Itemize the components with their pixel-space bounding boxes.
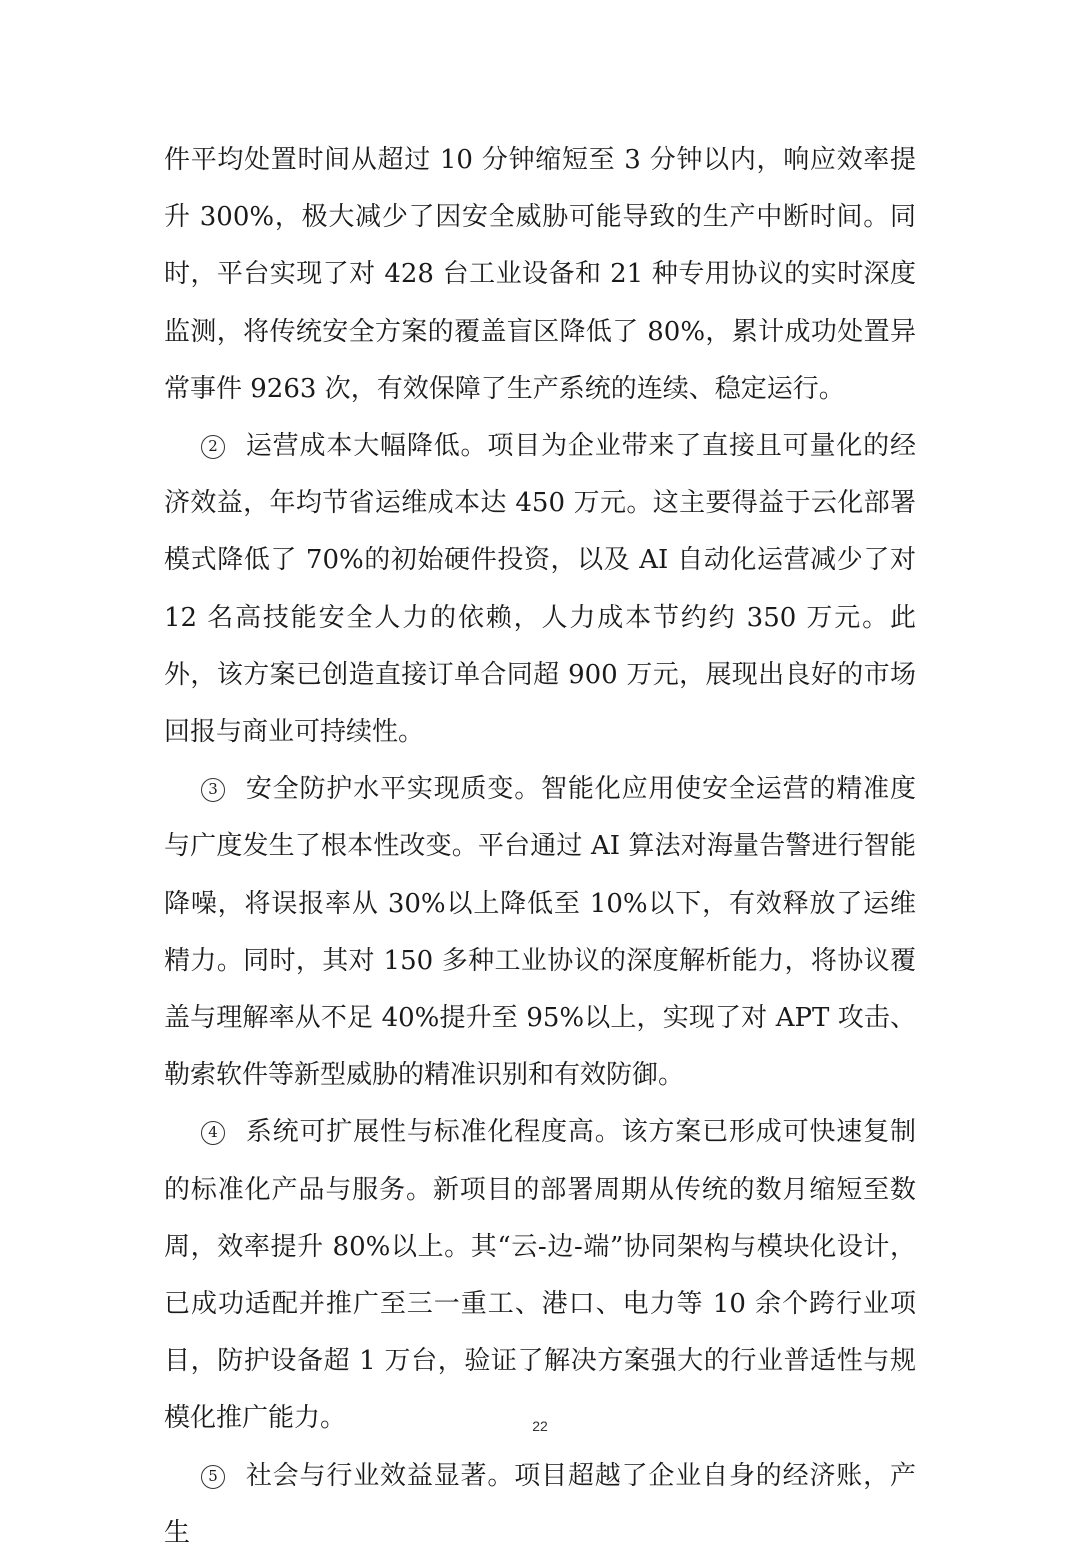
circled-number-5: 5 bbox=[201, 1465, 225, 1489]
paragraph-text: 安全防护水平实现质变。智能化应用使安全运营的精准度与广度发生了根本性改变。平台通过 AI 算法对海量告警进行智能降噪，将误报率从 30%以上降低至 10%以下，有效释放了运维精力。同时，其对 150 多种工业协议的深度解析能力，将协议覆盖与理解率从不足 40%提升至 95%以上，实现了对 APT 攻击、勒索软件等新型威胁的精准识别和有效防御。 bbox=[164, 774, 916, 1091]
paragraph-text: 件平均处置时间从超过 10 分钟缩短至 3 分钟以内，响应效率提升 300%，极大减少了因安全威胁可能导致的生产中断时间。同时，平台实现了对 428 台工业设备和 21 种专用协议的实时深度监测，将传统安全方案的覆盖盲区降低了 80%，累计成功处置异常事件 9263 次，有效保障了生产系统的连续、稳定运行。 bbox=[164, 145, 916, 404]
paragraph-text: 社会与行业效益显著。项目超越了企业自身的经济账，产生 bbox=[164, 1460, 916, 1548]
paragraph-item-3 bbox=[164, 761, 916, 1104]
paragraph-item-4 bbox=[164, 1104, 916, 1447]
circled-number-3: 3 bbox=[201, 778, 225, 802]
paragraph-text: 运营成本大幅降低。项目为企业带来了直接且可量化的经济效益，年均节省运维成本达 450 万元。这主要得益于云化部署模式降低了 70%的初始硬件投资，以及 AI 自动化运营减少了对 12 名高技能安全人力的依赖，人力成本节约约 350 万元。此外，该方案已创造直接订单合同超 900 万元，展现出良好的市场回报与商业可持续性。 bbox=[164, 431, 916, 748]
paragraph-item-2 bbox=[164, 418, 916, 761]
body-text bbox=[164, 132, 916, 1562]
circled-number-4: 4 bbox=[201, 1121, 225, 1145]
paragraph-item-5 bbox=[164, 1448, 916, 1562]
paragraph-text: 系统可扩展性与标准化程度高。该方案已形成可快速复制的标准化产品与服务。新项目的部署周期从传统的数月缩短至数周，效率提升 80%以上。其“云-边-端”协同架构与模块化设计，已成功适配并推广至三一重工、港口、电力等 10 余个跨行业项目，防护设备超 1 万台，验证了解决方案强大的行业普适性与规模化推广能力。 bbox=[164, 1117, 916, 1434]
page-number: 22 bbox=[532, 1418, 548, 1434]
circled-number-2: 2 bbox=[201, 435, 225, 459]
paragraph-continuation bbox=[164, 132, 916, 418]
